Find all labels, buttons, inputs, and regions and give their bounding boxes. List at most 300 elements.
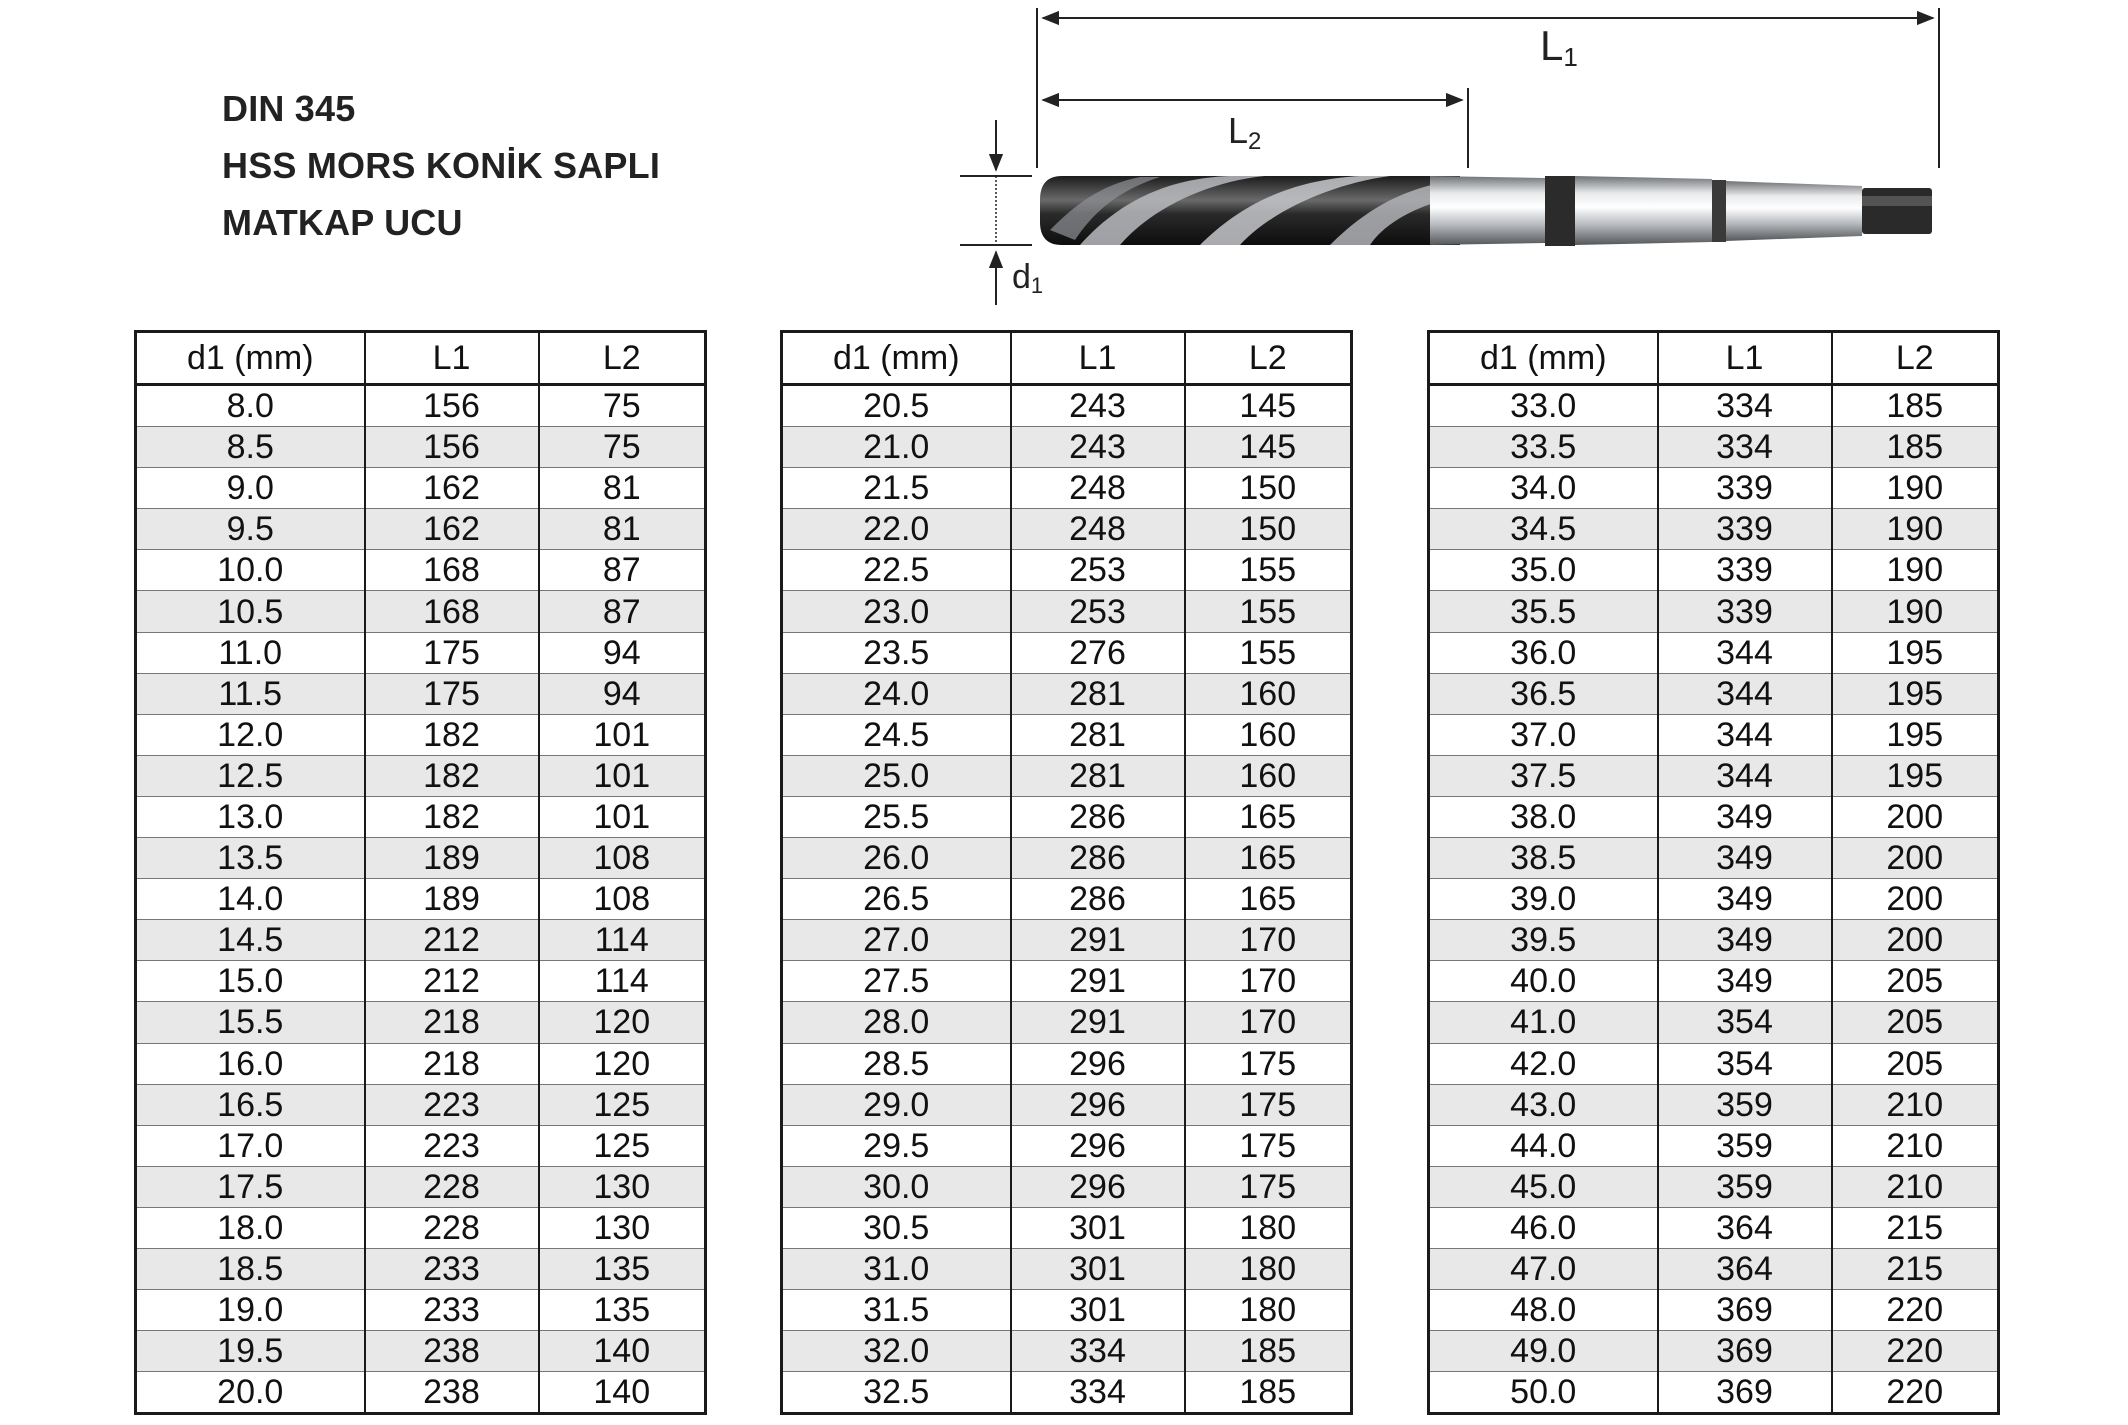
cell-l2: 220 <box>1832 1331 1999 1372</box>
cell-l2: 190 <box>1832 550 1999 591</box>
cell-d1: 46.0 <box>1429 1207 1658 1248</box>
table-row <box>1429 1290 1999 1331</box>
cell-d1: 11.5 <box>136 673 365 714</box>
table-row <box>1429 550 1999 591</box>
table-row <box>136 1084 706 1125</box>
table-row <box>1429 468 1999 509</box>
cell-l1: 339 <box>1658 509 1832 550</box>
table-row <box>136 1248 706 1289</box>
cell-l2: 190 <box>1832 591 1999 632</box>
cell-l2: 81 <box>539 509 706 550</box>
cell-l1: 238 <box>365 1331 539 1372</box>
cell-d1: 31.5 <box>782 1290 1011 1331</box>
cell-d1: 25.5 <box>782 796 1011 837</box>
cell-l1: 212 <box>365 961 539 1002</box>
cell-l2: 125 <box>539 1084 706 1125</box>
table-row <box>782 1248 1352 1289</box>
cell-l1: 291 <box>1011 961 1185 1002</box>
cell-d1: 8.0 <box>136 385 365 427</box>
table-row <box>782 961 1352 1002</box>
cell-l2: 120 <box>539 1002 706 1043</box>
cell-d1: 20.5 <box>782 385 1011 427</box>
cell-l1: 228 <box>365 1207 539 1248</box>
cell-d1: 44.0 <box>1429 1125 1658 1166</box>
cell-l2: 180 <box>1185 1248 1352 1289</box>
cell-l1: 349 <box>1658 879 1832 920</box>
cell-l1: 364 <box>1658 1207 1832 1248</box>
cell-l1: 253 <box>1011 550 1185 591</box>
cell-l1: 296 <box>1011 1125 1185 1166</box>
cell-l2: 140 <box>539 1372 706 1414</box>
cell-l2: 75 <box>539 385 706 427</box>
cell-l1: 253 <box>1011 591 1185 632</box>
cell-l2: 101 <box>539 796 706 837</box>
cell-l1: 359 <box>1658 1084 1832 1125</box>
drill-dimension-diagram <box>0 0 2128 320</box>
table-row <box>136 1207 706 1248</box>
cell-l1: 156 <box>365 385 539 427</box>
table-row <box>782 1125 1352 1166</box>
table-row <box>1429 714 1999 755</box>
table-row <box>136 755 706 796</box>
table-row <box>782 632 1352 673</box>
cell-l2: 140 <box>539 1331 706 1372</box>
cell-d1: 21.5 <box>782 468 1011 509</box>
cell-d1: 20.0 <box>136 1372 365 1414</box>
table-row <box>136 427 706 468</box>
cell-d1: 15.0 <box>136 961 365 1002</box>
cell-l2: 215 <box>1832 1248 1999 1289</box>
table-body <box>782 385 1352 1414</box>
table-row <box>782 1207 1352 1248</box>
cell-d1: 35.0 <box>1429 550 1658 591</box>
cell-l1: 281 <box>1011 714 1185 755</box>
cell-l1: 344 <box>1658 673 1832 714</box>
cell-l2: 87 <box>539 591 706 632</box>
cell-d1: 30.0 <box>782 1166 1011 1207</box>
cell-l2: 195 <box>1832 755 1999 796</box>
table-row <box>1429 1043 1999 1084</box>
cell-d1: 49.0 <box>1429 1331 1658 1372</box>
cell-l2: 130 <box>539 1166 706 1207</box>
cell-l2: 145 <box>1185 385 1352 427</box>
cell-d1: 23.0 <box>782 591 1011 632</box>
standard-title: DIN 345 <box>222 88 356 129</box>
table-row <box>1429 879 1999 920</box>
cell-l2: 185 <box>1185 1331 1352 1372</box>
cell-d1: 37.0 <box>1429 714 1658 755</box>
cell-d1: 22.0 <box>782 509 1011 550</box>
cell-l1: 228 <box>365 1166 539 1207</box>
cell-d1: 33.0 <box>1429 385 1658 427</box>
cell-l2: 120 <box>539 1043 706 1084</box>
spec-table-1 <box>134 330 707 1415</box>
table-row <box>136 1043 706 1084</box>
cell-d1: 18.5 <box>136 1248 365 1289</box>
table-body <box>1429 385 1999 1414</box>
cell-l2: 114 <box>539 961 706 1002</box>
cell-d1: 18.0 <box>136 1207 365 1248</box>
cell-d1: 24.5 <box>782 714 1011 755</box>
table-row <box>782 1331 1352 1372</box>
cell-l1: 182 <box>365 714 539 755</box>
table-row <box>1429 427 1999 468</box>
cell-l2: 175 <box>1185 1125 1352 1166</box>
cell-l2: 200 <box>1832 838 1999 879</box>
cell-l1: 243 <box>1011 385 1185 427</box>
cell-d1: 32.5 <box>782 1372 1011 1414</box>
cell-d1: 23.5 <box>782 632 1011 673</box>
table-row <box>782 1043 1352 1084</box>
table-row <box>1429 509 1999 550</box>
table-row <box>1429 1166 1999 1207</box>
cell-d1: 27.0 <box>782 920 1011 961</box>
cell-d1: 32.0 <box>782 1331 1011 1372</box>
cell-d1: 19.0 <box>136 1290 365 1331</box>
table-header-row <box>1429 332 1999 385</box>
table-row <box>136 509 706 550</box>
l1-label: L1 <box>1540 22 1578 72</box>
table-row <box>1429 632 1999 673</box>
cell-l2: 180 <box>1185 1207 1352 1248</box>
cell-d1: 41.0 <box>1429 1002 1658 1043</box>
cell-d1: 15.5 <box>136 1002 365 1043</box>
table-row <box>1429 1002 1999 1043</box>
cell-l1: 369 <box>1658 1331 1832 1372</box>
cell-l2: 200 <box>1832 879 1999 920</box>
cell-l1: 334 <box>1658 385 1832 427</box>
cell-l1: 334 <box>1011 1372 1185 1414</box>
spec-table-3 <box>1427 330 2000 1415</box>
table-row <box>782 1372 1352 1414</box>
cell-l2: 210 <box>1832 1166 1999 1207</box>
cell-l2: 210 <box>1832 1125 1999 1166</box>
cell-l1: 281 <box>1011 673 1185 714</box>
cell-l1: 369 <box>1658 1372 1832 1414</box>
table-row <box>136 1331 706 1372</box>
cell-l1: 344 <box>1658 714 1832 755</box>
cell-l1: 339 <box>1658 468 1832 509</box>
cell-l1: 223 <box>365 1125 539 1166</box>
cell-d1: 11.0 <box>136 632 365 673</box>
cell-l2: 205 <box>1832 1002 1999 1043</box>
cell-d1: 40.0 <box>1429 961 1658 1002</box>
cell-l2: 94 <box>539 632 706 673</box>
table-row <box>136 1125 706 1166</box>
table-row <box>1429 1372 1999 1414</box>
cell-l1: 182 <box>365 796 539 837</box>
cell-d1: 12.5 <box>136 755 365 796</box>
cell-l2: 190 <box>1832 509 1999 550</box>
cell-l1: 339 <box>1658 550 1832 591</box>
table-row <box>782 468 1352 509</box>
table-row <box>136 1002 706 1043</box>
cell-l2: 145 <box>1185 427 1352 468</box>
cell-l2: 175 <box>1185 1043 1352 1084</box>
cell-d1: 37.5 <box>1429 755 1658 796</box>
table-row <box>782 509 1352 550</box>
cell-l2: 155 <box>1185 632 1352 673</box>
cell-l1: 301 <box>1011 1207 1185 1248</box>
table-row <box>1429 1331 1999 1372</box>
table-row <box>782 550 1352 591</box>
cell-d1: 36.0 <box>1429 632 1658 673</box>
cell-l1: 301 <box>1011 1290 1185 1331</box>
cell-l2: 155 <box>1185 550 1352 591</box>
cell-l2: 160 <box>1185 673 1352 714</box>
cell-d1: 13.0 <box>136 796 365 837</box>
table-row <box>136 920 706 961</box>
cell-l1: 349 <box>1658 920 1832 961</box>
cell-l2: 185 <box>1832 385 1999 427</box>
cell-d1: 42.0 <box>1429 1043 1658 1084</box>
cell-l2: 87 <box>539 550 706 591</box>
cell-l1: 344 <box>1658 632 1832 673</box>
cell-l1: 286 <box>1011 838 1185 879</box>
cell-l1: 354 <box>1658 1002 1832 1043</box>
column-header-l1: L1 <box>1011 332 1185 385</box>
cell-d1: 16.5 <box>136 1084 365 1125</box>
cell-d1: 45.0 <box>1429 1166 1658 1207</box>
cell-l2: 205 <box>1832 961 1999 1002</box>
cell-l2: 185 <box>1185 1372 1352 1414</box>
table-row <box>1429 673 1999 714</box>
table-row <box>136 714 706 755</box>
cell-d1: 31.0 <box>782 1248 1011 1289</box>
d1-label: d1 <box>1012 258 1044 298</box>
table-row <box>136 1372 706 1414</box>
cell-d1: 29.0 <box>782 1084 1011 1125</box>
cell-d1: 8.5 <box>136 427 365 468</box>
product-name-line-2: MATKAP UCU <box>222 202 463 243</box>
table-row <box>1429 838 1999 879</box>
table-row <box>782 1084 1352 1125</box>
table-row <box>136 591 706 632</box>
cell-l1: 238 <box>365 1372 539 1414</box>
table-row <box>136 838 706 879</box>
column-header-d1: d1 (mm) <box>1429 332 1658 385</box>
cell-l2: 195 <box>1832 714 1999 755</box>
cell-l1: 296 <box>1011 1043 1185 1084</box>
table-row <box>782 714 1352 755</box>
cell-l2: 101 <box>539 714 706 755</box>
cell-l2: 150 <box>1185 509 1352 550</box>
cell-l2: 180 <box>1185 1290 1352 1331</box>
cell-d1: 38.5 <box>1429 838 1658 879</box>
cell-l2: 75 <box>539 427 706 468</box>
cell-l2: 195 <box>1832 632 1999 673</box>
table-row <box>782 591 1352 632</box>
table-row <box>782 673 1352 714</box>
spec-table-2 <box>780 330 1353 1415</box>
cell-l1: 334 <box>1658 427 1832 468</box>
cell-l2: 114 <box>539 920 706 961</box>
cell-d1: 30.5 <box>782 1207 1011 1248</box>
table-row <box>136 385 706 427</box>
cell-l2: 200 <box>1832 796 1999 837</box>
cell-d1: 33.5 <box>1429 427 1658 468</box>
cell-l1: 168 <box>365 550 539 591</box>
cell-l1: 243 <box>1011 427 1185 468</box>
cell-l2: 101 <box>539 755 706 796</box>
cell-d1: 27.5 <box>782 961 1011 1002</box>
cell-l2: 160 <box>1185 714 1352 755</box>
table-row <box>782 755 1352 796</box>
table-row <box>782 838 1352 879</box>
cell-l2: 220 <box>1832 1290 1999 1331</box>
cell-l1: 233 <box>365 1290 539 1331</box>
table-row <box>1429 961 1999 1002</box>
table-row <box>136 879 706 920</box>
column-header-d1: d1 (mm) <box>136 332 365 385</box>
cell-l2: 81 <box>539 468 706 509</box>
cell-l2: 200 <box>1832 920 1999 961</box>
cell-l2: 205 <box>1832 1043 1999 1084</box>
cell-d1: 22.5 <box>782 550 1011 591</box>
cell-d1: 25.0 <box>782 755 1011 796</box>
cell-l2: 170 <box>1185 920 1352 961</box>
cell-d1: 39.5 <box>1429 920 1658 961</box>
cell-l1: 339 <box>1658 591 1832 632</box>
cell-l1: 248 <box>1011 509 1185 550</box>
cell-l2: 175 <box>1185 1166 1352 1207</box>
column-header-l1: L1 <box>365 332 539 385</box>
cell-l1: 349 <box>1658 796 1832 837</box>
cell-d1: 13.5 <box>136 838 365 879</box>
cell-d1: 10.5 <box>136 591 365 632</box>
table-row <box>782 1290 1352 1331</box>
table-row <box>782 427 1352 468</box>
cell-d1: 38.0 <box>1429 796 1658 837</box>
table-row <box>782 1002 1352 1043</box>
l2-label: L2 <box>1228 110 1262 155</box>
cell-l1: 162 <box>365 509 539 550</box>
table-row <box>782 796 1352 837</box>
product-name-line: HSS MORS KONİK SAPLI <box>222 145 661 186</box>
cell-l2: 155 <box>1185 591 1352 632</box>
cell-l1: 349 <box>1658 838 1832 879</box>
table-row <box>1429 1207 1999 1248</box>
cell-l1: 156 <box>365 427 539 468</box>
cell-l1: 233 <box>365 1248 539 1289</box>
cell-l1: 344 <box>1658 755 1832 796</box>
cell-d1: 34.5 <box>1429 509 1658 550</box>
cell-l2: 170 <box>1185 1002 1352 1043</box>
cell-l2: 165 <box>1185 838 1352 879</box>
column-header-l2: L2 <box>1185 332 1352 385</box>
table-row <box>1429 755 1999 796</box>
cell-l1: 175 <box>365 632 539 673</box>
column-header-l1: L1 <box>1658 332 1832 385</box>
cell-d1: 43.0 <box>1429 1084 1658 1125</box>
cell-d1: 21.0 <box>782 427 1011 468</box>
cell-d1: 24.0 <box>782 673 1011 714</box>
cell-l1: 175 <box>365 673 539 714</box>
column-header-l2: L2 <box>539 332 706 385</box>
cell-l1: 218 <box>365 1002 539 1043</box>
cell-l1: 223 <box>365 1084 539 1125</box>
table-row <box>782 385 1352 427</box>
cell-l2: 108 <box>539 879 706 920</box>
table-row <box>136 632 706 673</box>
cell-l2: 135 <box>539 1248 706 1289</box>
cell-d1: 50.0 <box>1429 1372 1658 1414</box>
cell-d1: 17.0 <box>136 1125 365 1166</box>
cell-d1: 28.5 <box>782 1043 1011 1084</box>
cell-l2: 220 <box>1832 1372 1999 1414</box>
table-row <box>1429 1125 1999 1166</box>
cell-l1: 359 <box>1658 1166 1832 1207</box>
cell-l1: 182 <box>365 755 539 796</box>
cell-d1: 17.5 <box>136 1166 365 1207</box>
cell-l1: 359 <box>1658 1125 1832 1166</box>
cell-d1: 29.5 <box>782 1125 1011 1166</box>
cell-d1: 12.0 <box>136 714 365 755</box>
cell-l1: 189 <box>365 838 539 879</box>
cell-d1: 26.5 <box>782 879 1011 920</box>
cell-d1: 9.5 <box>136 509 365 550</box>
cell-l1: 349 <box>1658 961 1832 1002</box>
cell-l1: 281 <box>1011 755 1185 796</box>
cell-l1: 334 <box>1011 1331 1185 1372</box>
cell-l1: 296 <box>1011 1166 1185 1207</box>
cell-l2: 165 <box>1185 796 1352 837</box>
cell-d1: 36.5 <box>1429 673 1658 714</box>
table-row <box>782 879 1352 920</box>
table-row <box>1429 385 1999 427</box>
table-row <box>136 468 706 509</box>
table-row <box>136 550 706 591</box>
cell-d1: 19.5 <box>136 1331 365 1372</box>
cell-l2: 195 <box>1832 673 1999 714</box>
cell-d1: 47.0 <box>1429 1248 1658 1289</box>
table-row <box>136 961 706 1002</box>
cell-l2: 185 <box>1832 427 1999 468</box>
table-header-row <box>136 332 706 385</box>
cell-l1: 162 <box>365 468 539 509</box>
cell-d1: 28.0 <box>782 1002 1011 1043</box>
table-row <box>136 1290 706 1331</box>
table-header-row <box>782 332 1352 385</box>
cell-l1: 286 <box>1011 796 1185 837</box>
cell-l2: 130 <box>539 1207 706 1248</box>
cell-d1: 39.0 <box>1429 879 1658 920</box>
cell-d1: 35.5 <box>1429 591 1658 632</box>
cell-l1: 296 <box>1011 1084 1185 1125</box>
column-header-l2: L2 <box>1832 332 1999 385</box>
cell-l1: 291 <box>1011 1002 1185 1043</box>
cell-l2: 165 <box>1185 879 1352 920</box>
table-row <box>136 673 706 714</box>
cell-l1: 212 <box>365 920 539 961</box>
cell-l2: 150 <box>1185 468 1352 509</box>
table-row <box>1429 1084 1999 1125</box>
cell-d1: 48.0 <box>1429 1290 1658 1331</box>
cell-l2: 170 <box>1185 961 1352 1002</box>
cell-l2: 135 <box>539 1290 706 1331</box>
cell-l2: 175 <box>1185 1084 1352 1125</box>
cell-l2: 190 <box>1832 468 1999 509</box>
cell-l1: 286 <box>1011 879 1185 920</box>
cell-d1: 34.0 <box>1429 468 1658 509</box>
column-header-d1: d1 (mm) <box>782 332 1011 385</box>
cell-l2: 215 <box>1832 1207 1999 1248</box>
cell-d1: 14.0 <box>136 879 365 920</box>
cell-d1: 14.5 <box>136 920 365 961</box>
cell-d1: 16.0 <box>136 1043 365 1084</box>
table-row <box>136 1166 706 1207</box>
cell-l1: 364 <box>1658 1248 1832 1289</box>
